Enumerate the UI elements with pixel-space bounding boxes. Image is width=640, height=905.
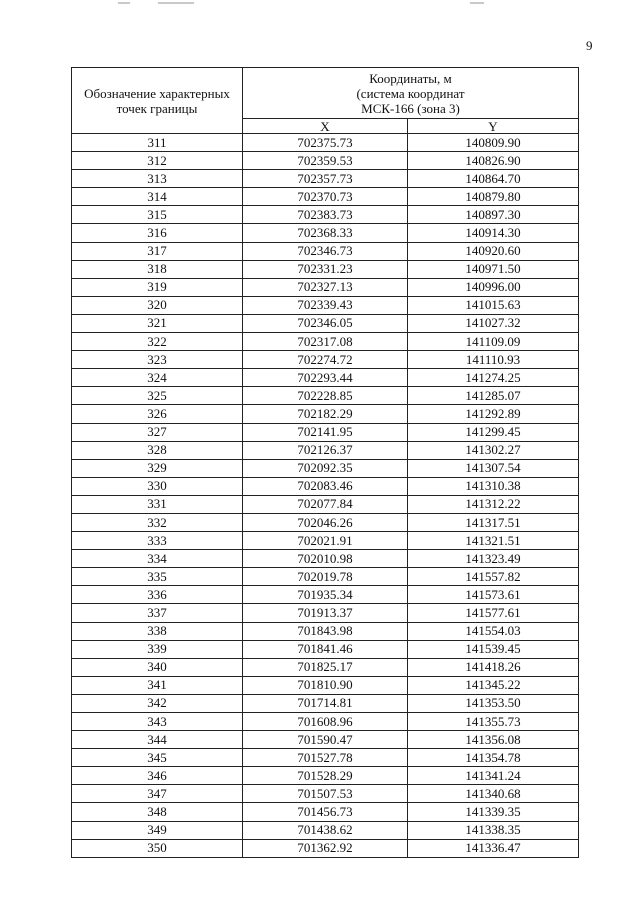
- x-column-header: X: [243, 119, 408, 134]
- x-coordinate-cell: 702370.73: [243, 188, 408, 206]
- table-row: [72, 713, 579, 731]
- point-cell: 319: [72, 278, 243, 296]
- point-cell: 329: [72, 459, 243, 477]
- table-row: [72, 658, 579, 676]
- y-coordinate-cell: 141292.89: [408, 405, 579, 423]
- point-cell: 311: [72, 134, 243, 152]
- table-row: [72, 731, 579, 749]
- x-coordinate-cell: 701913.37: [243, 604, 408, 622]
- table-body: [72, 134, 579, 858]
- y-coordinate-cell: 141302.27: [408, 441, 579, 459]
- x-coordinate-cell: 701507.53: [243, 785, 408, 803]
- table-row: [72, 803, 579, 821]
- table-row: [72, 387, 579, 405]
- point-cell: 336: [72, 586, 243, 604]
- y-coordinate-cell: 141274.25: [408, 369, 579, 387]
- table-row: [72, 314, 579, 332]
- point-cell: 317: [72, 242, 243, 260]
- table-row: [72, 821, 579, 839]
- x-coordinate-cell: 702046.26: [243, 513, 408, 531]
- point-column-label: Обозначение характерных точек границы: [84, 85, 230, 116]
- table-row: [72, 785, 579, 803]
- y-coordinate-cell: 141345.22: [408, 676, 579, 694]
- x-coordinate-cell: 702346.05: [243, 314, 408, 332]
- table-row: [72, 839, 579, 857]
- y-coordinate-cell: 140864.70: [408, 170, 579, 188]
- x-coordinate-cell: 702019.78: [243, 568, 408, 586]
- table-row: [72, 640, 579, 658]
- x-coordinate-cell: 702126.37: [243, 441, 408, 459]
- y-column-header: Y: [408, 119, 579, 134]
- y-coordinate-cell: 141109.09: [408, 333, 579, 351]
- table-row: [72, 369, 579, 387]
- x-coordinate-cell: 702182.29: [243, 405, 408, 423]
- y-coordinate-cell: 141110.93: [408, 351, 579, 369]
- y-coordinate-cell: 141354.78: [408, 749, 579, 767]
- point-cell: 328: [72, 441, 243, 459]
- point-cell: 335: [72, 568, 243, 586]
- y-coordinate-cell: 141577.61: [408, 604, 579, 622]
- table-row: [72, 441, 579, 459]
- point-cell: 333: [72, 532, 243, 550]
- table-row: [72, 170, 579, 188]
- x-coordinate-cell: 702077.84: [243, 495, 408, 513]
- point-column-header: [72, 68, 243, 134]
- y-coordinate-cell: 141321.51: [408, 532, 579, 550]
- table-row: [72, 260, 579, 278]
- x-coordinate-cell: 701456.73: [243, 803, 408, 821]
- point-cell: 339: [72, 640, 243, 658]
- x-coordinate-cell: 702346.73: [243, 242, 408, 260]
- y-coordinate-cell: 141355.73: [408, 713, 579, 731]
- table-row: [72, 278, 579, 296]
- y-coordinate-cell: 141027.32: [408, 314, 579, 332]
- y-coordinate-cell: 141554.03: [408, 622, 579, 640]
- table-row: [72, 767, 579, 785]
- y-coordinate-cell: 141312.22: [408, 495, 579, 513]
- x-coordinate-cell: 702331.23: [243, 260, 408, 278]
- x-coordinate-cell: 701810.90: [243, 676, 408, 694]
- x-coordinate-cell: 701438.62: [243, 821, 408, 839]
- table-row: [72, 532, 579, 550]
- point-cell: 316: [72, 224, 243, 242]
- x-coordinate-cell: 702327.13: [243, 278, 408, 296]
- coordinates-header: [243, 68, 579, 119]
- point-cell: 324: [72, 369, 243, 387]
- point-cell: 314: [72, 188, 243, 206]
- table-row: [72, 477, 579, 495]
- point-cell: 343: [72, 713, 243, 731]
- point-cell: 318: [72, 260, 243, 278]
- y-coordinate-cell: 141299.45: [408, 423, 579, 441]
- point-cell: 346: [72, 767, 243, 785]
- y-coordinate-cell: 141317.51: [408, 513, 579, 531]
- point-cell: 332: [72, 513, 243, 531]
- x-coordinate-cell: 701714.81: [243, 694, 408, 712]
- point-cell: 320: [72, 296, 243, 314]
- y-coordinate-cell: 141285.07: [408, 387, 579, 405]
- y-coordinate-cell: 140879.80: [408, 188, 579, 206]
- x-coordinate-cell: 702359.53: [243, 152, 408, 170]
- table-row: [72, 459, 579, 477]
- x-coordinate-cell: 701608.96: [243, 713, 408, 731]
- x-coordinate-cell: 701825.17: [243, 658, 408, 676]
- point-cell: 350: [72, 839, 243, 857]
- y-coordinate-cell: 141573.61: [408, 586, 579, 604]
- x-coordinate-cell: 702083.46: [243, 477, 408, 495]
- x-coordinate-cell: 702228.85: [243, 387, 408, 405]
- point-cell: 340: [72, 658, 243, 676]
- x-coordinate-cell: 702317.08: [243, 333, 408, 351]
- point-cell: 337: [72, 604, 243, 622]
- table-row: [72, 224, 579, 242]
- x-coordinate-cell: 701841.46: [243, 640, 408, 658]
- y-coordinate-cell: 140914.30: [408, 224, 579, 242]
- y-coordinate-cell: 141353.50: [408, 694, 579, 712]
- x-coordinate-cell: 701590.47: [243, 731, 408, 749]
- y-coordinate-cell: 140826.90: [408, 152, 579, 170]
- y-coordinate-cell: 141338.35: [408, 821, 579, 839]
- point-cell: 327: [72, 423, 243, 441]
- x-coordinate-cell: 702141.95: [243, 423, 408, 441]
- y-coordinate-cell: 141539.45: [408, 640, 579, 658]
- x-coordinate-cell: 702375.73: [243, 134, 408, 152]
- point-cell: 349: [72, 821, 243, 839]
- y-coordinate-cell: 141340.68: [408, 785, 579, 803]
- table-row: [72, 134, 579, 152]
- x-coordinate-cell: 702357.73: [243, 170, 408, 188]
- y-coordinate-cell: 140897.30: [408, 206, 579, 224]
- y-coordinate-cell: 141307.54: [408, 459, 579, 477]
- table-row: [72, 351, 579, 369]
- point-cell: 338: [72, 622, 243, 640]
- x-coordinate-cell: 702274.72: [243, 351, 408, 369]
- point-cell: 313: [72, 170, 243, 188]
- coordinates-header-line2: (система координат: [356, 85, 465, 101]
- point-cell: 321: [72, 314, 243, 332]
- scan-artifact-marks: [0, 0, 640, 8]
- x-coordinate-cell: 702339.43: [243, 296, 408, 314]
- x-coordinate-cell: 701843.98: [243, 622, 408, 640]
- table-row: [72, 550, 579, 568]
- x-coordinate-cell: 702021.91: [243, 532, 408, 550]
- x-coordinate-cell: 701528.29: [243, 767, 408, 785]
- x-coordinate-cell: 701362.92: [243, 839, 408, 857]
- y-coordinate-cell: 141015.63: [408, 296, 579, 314]
- y-coordinate-cell: 141418.26: [408, 658, 579, 676]
- point-cell: 341: [72, 676, 243, 694]
- point-cell: 342: [72, 694, 243, 712]
- point-cell: 323: [72, 351, 243, 369]
- point-cell: 348: [72, 803, 243, 821]
- y-coordinate-cell: 140971.50: [408, 260, 579, 278]
- table-row: [72, 604, 579, 622]
- y-coordinate-cell: 141310.38: [408, 477, 579, 495]
- point-cell: 330: [72, 477, 243, 495]
- coordinates-header-line1: Координаты, м: [369, 70, 452, 86]
- x-coordinate-cell: 701935.34: [243, 586, 408, 604]
- table-row: [72, 586, 579, 604]
- table-row: [72, 423, 579, 441]
- y-coordinate-cell: 141336.47: [408, 839, 579, 857]
- table-row: [72, 188, 579, 206]
- point-cell: 347: [72, 785, 243, 803]
- page-number: 9: [586, 38, 593, 53]
- y-coordinate-cell: 141323.49: [408, 550, 579, 568]
- x-coordinate-cell: 702293.44: [243, 369, 408, 387]
- coordinates-table: [71, 67, 579, 858]
- table-row: [72, 749, 579, 767]
- table-row: [72, 676, 579, 694]
- point-cell: 326: [72, 405, 243, 423]
- y-coordinate-cell: 140996.00: [408, 278, 579, 296]
- y-coordinate-cell: 141339.35: [408, 803, 579, 821]
- point-cell: 322: [72, 333, 243, 351]
- table-row: [72, 405, 579, 423]
- point-cell: 344: [72, 731, 243, 749]
- y-coordinate-cell: 141356.08: [408, 731, 579, 749]
- table-row: [72, 296, 579, 314]
- y-coordinate-cell: 140809.90: [408, 134, 579, 152]
- point-cell: 345: [72, 749, 243, 767]
- table-row: [72, 622, 579, 640]
- x-coordinate-cell: 702368.33: [243, 224, 408, 242]
- y-coordinate-cell: 141341.24: [408, 767, 579, 785]
- table-row: [72, 513, 579, 531]
- point-cell: 334: [72, 550, 243, 568]
- point-cell: 331: [72, 495, 243, 513]
- table-row: [72, 206, 579, 224]
- table-row: [72, 694, 579, 712]
- table-row: [72, 495, 579, 513]
- x-coordinate-cell: 702383.73: [243, 206, 408, 224]
- table-row: [72, 242, 579, 260]
- x-coordinate-cell: 702010.98: [243, 550, 408, 568]
- y-coordinate-cell: 140920.60: [408, 242, 579, 260]
- table-row: [72, 568, 579, 586]
- x-coordinate-cell: 701527.78: [243, 749, 408, 767]
- point-cell: 325: [72, 387, 243, 405]
- table-row: [72, 152, 579, 170]
- coordinates-header-line3: МСК-166 (зона 3): [361, 100, 460, 116]
- point-cell: 315: [72, 206, 243, 224]
- x-coordinate-cell: 702092.35: [243, 459, 408, 477]
- point-cell: 312: [72, 152, 243, 170]
- table-header: [72, 68, 579, 134]
- y-coordinate-cell: 141557.82: [408, 568, 579, 586]
- table-row: [72, 333, 579, 351]
